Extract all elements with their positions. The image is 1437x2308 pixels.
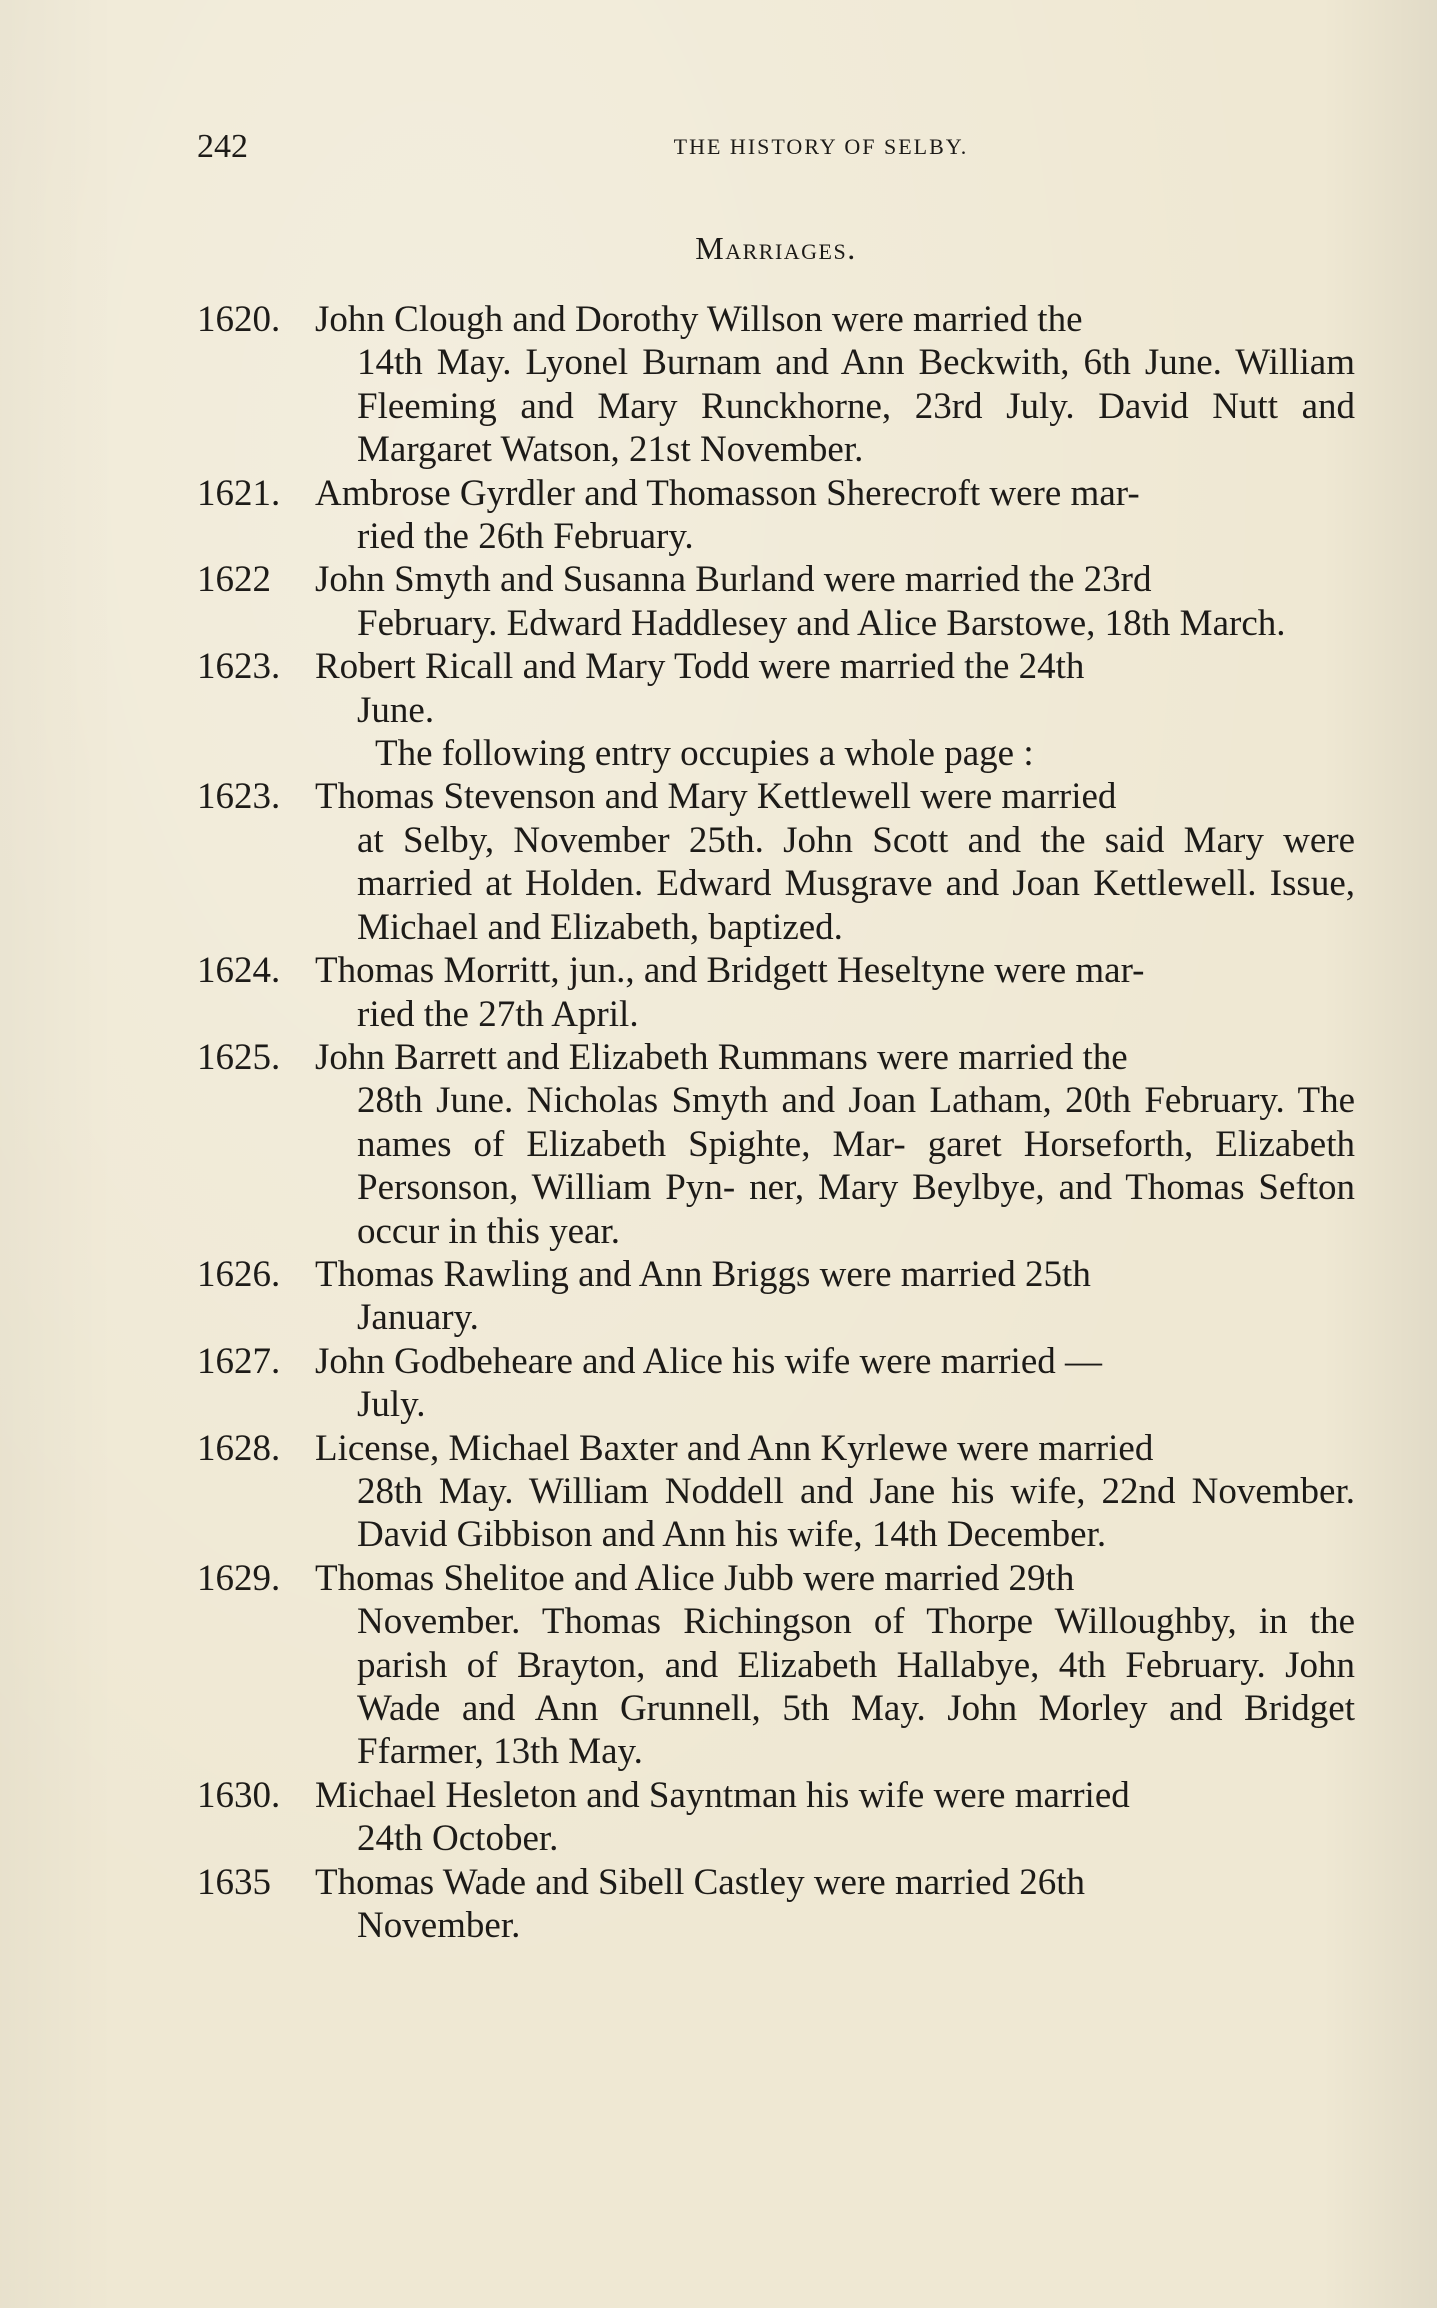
entry-text: ried the 26th February. bbox=[357, 516, 694, 558]
entry-text: 28th May. William Noddell and Jane his wife, 22nd November. David Gibbison and Ann his wife, 14th December. bbox=[357, 1470, 1355, 1556]
entry-year: 1620. bbox=[197, 299, 281, 340]
entry-text: ried the 27th April. bbox=[357, 993, 639, 1035]
entry-first-line: John Godbeheare and Alice his wife were married — bbox=[315, 1340, 1102, 1382]
entry-first-line: John Barrett and Elizabeth Rummans were married the bbox=[315, 1036, 1128, 1078]
entry-year: 1624. bbox=[197, 950, 281, 992]
marriage-entry bbox=[197, 1036, 1355, 1253]
entry-text: November. Thomas Richingson of Thorpe Willoughby, in the parish of Brayton, and Elizabeth Hallabye, 4th February. John Wade and Ann Grunnell, 5th May. John Morley and Bridget Ffarmer, 13th May. bbox=[357, 1601, 1355, 1773]
entry-year: 1628. bbox=[197, 1427, 281, 1469]
entry-first-line: Ambrose Gyrdler and Thomasson Sherecroft were mar- bbox=[315, 472, 1140, 514]
entry-text: 24th October. bbox=[357, 1818, 559, 1860]
marriage-entry bbox=[197, 472, 1355, 559]
entry-year: 1621. bbox=[197, 472, 281, 514]
entry-first-line: Thomas Wade and Sibell Castley were married 26th bbox=[315, 1861, 1086, 1903]
section-heading: Marriages. bbox=[695, 230, 857, 266]
page-number: 242 bbox=[197, 128, 248, 165]
marriage-entry bbox=[197, 1427, 1355, 1557]
entry-text: June. bbox=[357, 689, 435, 731]
entry-text: July. bbox=[357, 1384, 426, 1426]
entry-first-line: John Smyth and Susanna Burland were married the 23rd bbox=[315, 559, 1152, 601]
marriage-entry bbox=[197, 1253, 1355, 1340]
marriage-entry bbox=[197, 558, 1355, 645]
marriage-entry bbox=[197, 775, 1355, 949]
marriage-entry bbox=[197, 1557, 1355, 1774]
editorial-note: The following entry occupies a whole page : bbox=[375, 733, 1034, 775]
entry-year: 1627. bbox=[197, 1340, 281, 1382]
entry-year: 1623. bbox=[197, 776, 281, 818]
marriage-entry bbox=[197, 645, 1355, 732]
entry-year: 1626. bbox=[197, 1253, 281, 1295]
entry-text: 14th May. Lyonel Burnam and Ann Beckwith, 6th June. William Fleeming and Mary Runckhorne, 23rd July. David Nutt and Margaret Watson, 21st November. bbox=[357, 342, 1355, 471]
marriage-entry bbox=[197, 1774, 1355, 1861]
entry-text: November. bbox=[357, 1905, 521, 1947]
entry-year: 1623. bbox=[197, 646, 281, 688]
entry-text: 28th June. Nicholas Smyth and Joan Latham, 20th February. The names of Elizabeth Spighte, Mar- garet Horseforth, Elizabeth Personson, William Pyn- ner, Mary Beylbye, and Thomas Sefton occur in this year. bbox=[357, 1080, 1355, 1252]
entry-year: 1625. bbox=[197, 1036, 281, 1078]
entry-first-line: Thomas Shelitoe and Alice Jubb were married 29th bbox=[315, 1557, 1075, 1599]
entry-first-line: Thomas Morritt, jun., and Bridgett Heseltyne were mar- bbox=[315, 950, 1145, 992]
running-head bbox=[197, 126, 1355, 168]
entry-year: 1622 bbox=[197, 559, 271, 601]
entry-year: 1635 bbox=[197, 1861, 271, 1903]
entry-text: at Selby, November 25th. John Scott and the said Mary were married at Holden. Edward Musgrave and Joan Kettlewell. Issue, Michael and Elizabeth, baptized. bbox=[357, 819, 1355, 948]
marriage-entry bbox=[197, 949, 1355, 1036]
entry-first-line: Michael Hesleton and Sayntman his wife were married bbox=[315, 1774, 1130, 1816]
marriage-entry bbox=[197, 1340, 1355, 1427]
entry-first-line: John Clough and Dorothy Willson were married the bbox=[315, 299, 1083, 340]
entry-first-line: Robert Ricall and Mary Todd were married the 24th bbox=[315, 646, 1085, 688]
entry-year: 1630. bbox=[197, 1774, 281, 1816]
book-title: THE HISTORY OF SELBY. bbox=[673, 134, 969, 159]
entry-first-line: Thomas Stevenson and Mary Kettlewell were married bbox=[315, 776, 1117, 818]
marriage-entry bbox=[197, 1861, 1355, 1948]
entry-text: February. Edward Haddlesey and Alice Barstowe, 18th March. bbox=[357, 602, 1286, 644]
marriage-entry bbox=[197, 298, 1355, 472]
entry-first-line: Thomas Rawling and Ann Briggs were married 25th bbox=[315, 1253, 1091, 1295]
entry-text: January. bbox=[357, 1297, 479, 1339]
entry-first-line: License, Michael Baxter and Ann Kyrlewe were married bbox=[315, 1427, 1154, 1469]
entry-year: 1629. bbox=[197, 1557, 281, 1599]
marriage-entries bbox=[197, 298, 1355, 1947]
